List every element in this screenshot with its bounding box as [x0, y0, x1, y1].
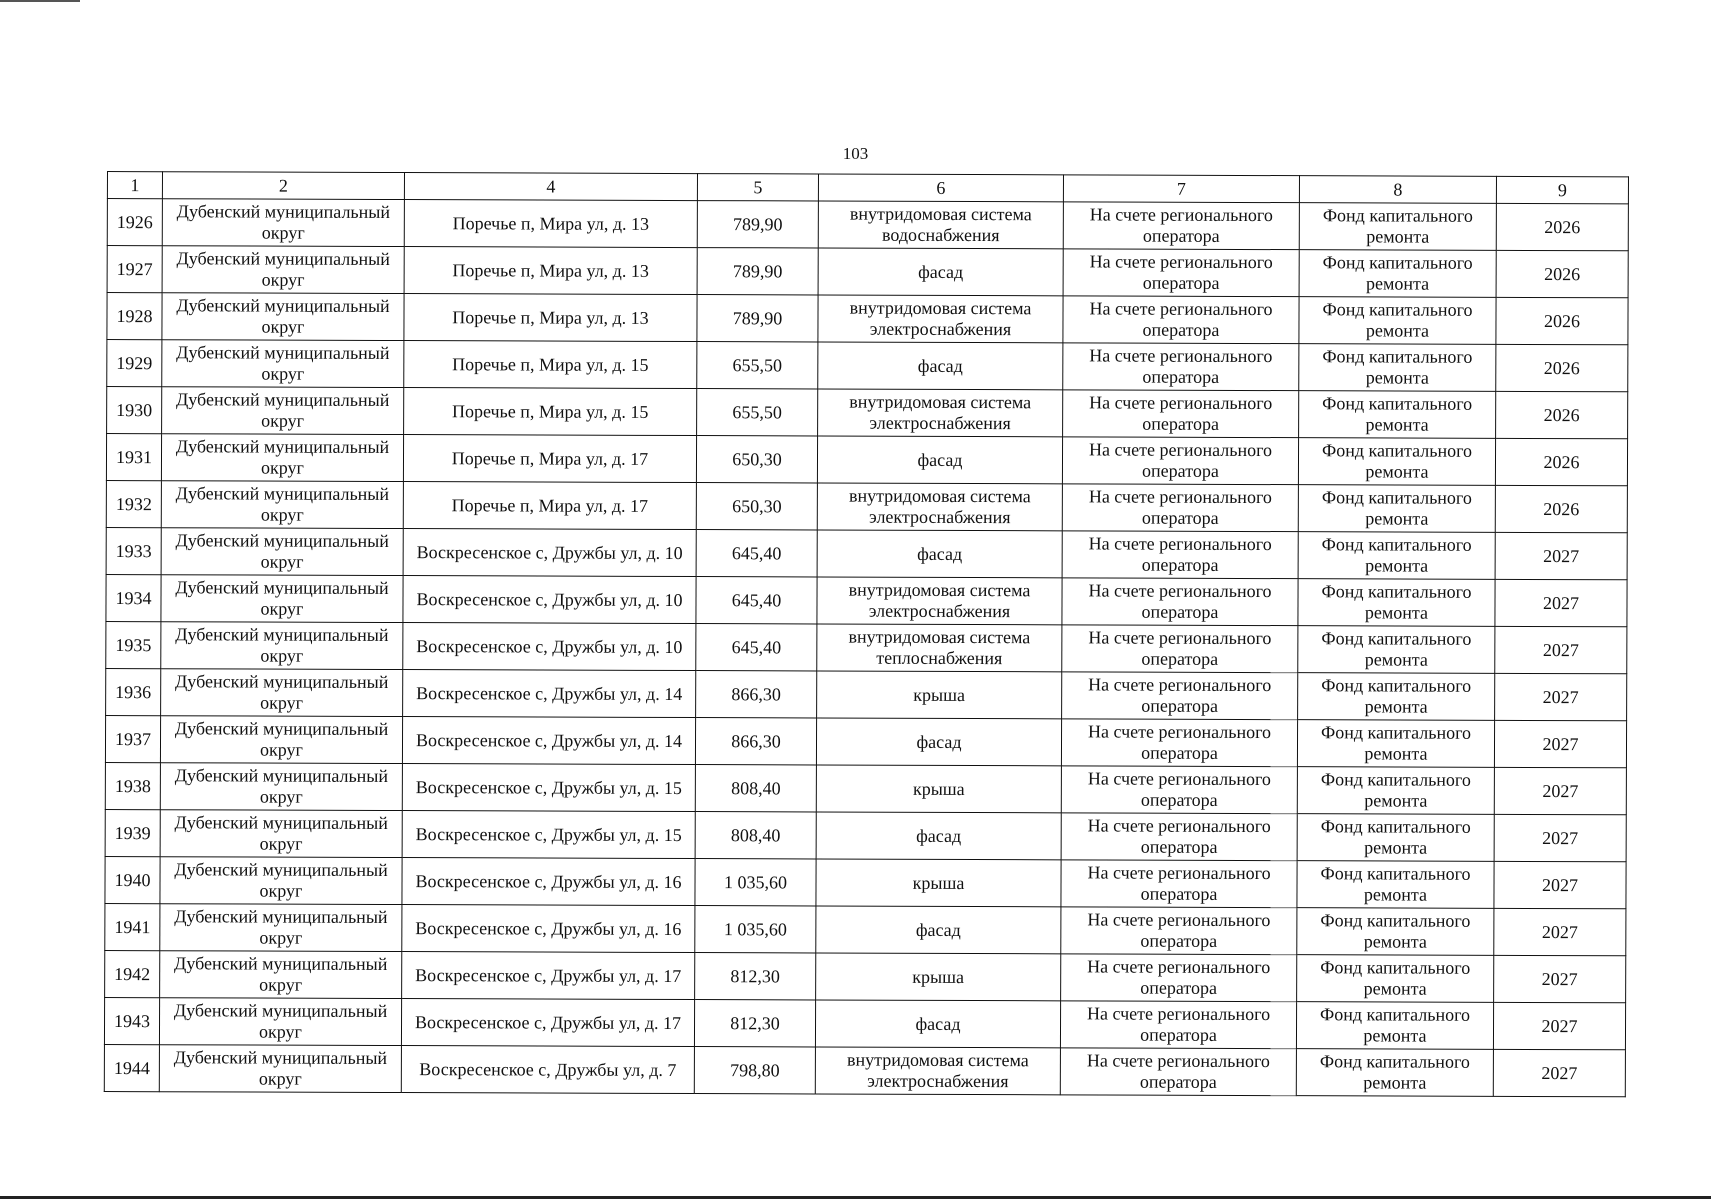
area-cell: 798,80 [694, 1047, 815, 1094]
fund-account-cell: На счете регионального оператора [1061, 954, 1297, 1002]
area-cell: 650,30 [696, 483, 817, 530]
address-cell: Поречье п, Мира ул, д. 13 [404, 294, 697, 342]
row-number-cell: 1935 [106, 621, 161, 668]
table-row [105, 809, 1626, 861]
address-cell: Поречье п, Мира ул, д. 15 [404, 341, 697, 389]
district-cell: Дубенский муниципальный округ [161, 528, 403, 576]
column-header: 5 [697, 174, 818, 201]
district-cell: Дубенский муниципальный округ [159, 1045, 401, 1093]
fund-account-cell: На счете регионального оператора [1061, 766, 1297, 814]
address-cell: Воскресенское с, Дружбы ул, д. 7 [401, 1046, 694, 1094]
work-type-cell: внутридомовая система водоснабжения [818, 201, 1063, 249]
table-row [106, 434, 1627, 486]
table-row [107, 293, 1628, 345]
table-row [106, 668, 1627, 720]
work-type-cell: крыша [817, 671, 1062, 719]
row-number-cell: 1940 [105, 856, 160, 903]
funding-source-cell: Фонд капитального ремонта [1299, 250, 1496, 298]
row-number-cell: 1933 [106, 527, 161, 574]
planned-year-cell: 2026 [1496, 203, 1628, 250]
planned-year-cell: 2027 [1493, 1002, 1625, 1049]
district-cell: Дубенский муниципальный округ [160, 810, 402, 858]
row-number-cell: 1930 [107, 387, 162, 434]
fund-account-cell: На счете регионального оператора [1062, 437, 1298, 485]
funding-source-cell: Фонд капитального ремонта [1299, 391, 1496, 439]
table-row [104, 997, 1625, 1049]
fund-account-cell: На счете регионального оператора [1062, 625, 1298, 673]
area-cell: 812,30 [694, 1000, 815, 1047]
planned-year-cell: 2027 [1494, 955, 1626, 1002]
row-number-cell: 1944 [104, 1044, 159, 1091]
planned-year-cell: 2026 [1496, 297, 1628, 344]
district-cell: Дубенский муниципальный округ [161, 575, 403, 623]
planned-year-cell: 2027 [1493, 1049, 1625, 1096]
table-row [106, 527, 1627, 579]
funding-source-cell: Фонд капитального ремонта [1297, 720, 1494, 768]
table-row [105, 903, 1626, 955]
funding-source-cell: Фонд капитального ремонта [1299, 344, 1496, 392]
work-type-cell: внутридомовая система электроснабжения [817, 577, 1062, 625]
area-cell: 645,40 [696, 577, 817, 624]
area-cell: 812,30 [695, 953, 816, 1000]
row-number-cell: 1926 [107, 199, 162, 246]
district-cell: Дубенский муниципальный округ [162, 387, 404, 435]
area-cell: 789,90 [697, 201, 818, 248]
funding-source-cell: Фонд капитального ремонта [1298, 438, 1495, 486]
address-cell: Поречье п, Мира ул, д. 17 [403, 482, 696, 530]
work-type-cell: фасад [816, 906, 1061, 954]
table-row [107, 387, 1628, 439]
area-cell: 866,30 [695, 718, 816, 765]
row-number-cell: 1941 [105, 903, 160, 950]
work-type-cell: внутридомовая система электроснабжения [818, 389, 1063, 437]
fund-account-cell: На счете регионального оператора [1063, 202, 1299, 250]
table-row [107, 246, 1628, 298]
table-row [106, 574, 1627, 626]
district-cell: Дубенский муниципальный округ [162, 293, 404, 341]
column-header: 7 [1063, 175, 1299, 203]
row-number-cell: 1942 [105, 950, 160, 997]
row-number-cell: 1943 [104, 997, 159, 1044]
address-cell: Воскресенское с, Дружбы ул, д. 16 [402, 905, 695, 953]
funding-source-cell: Фонд капитального ремонта [1298, 579, 1495, 627]
row-number-cell: 1936 [106, 668, 161, 715]
fund-account-cell: На счете регионального оператора [1062, 531, 1298, 579]
address-cell: Поречье п, Мира ул, д. 17 [403, 435, 696, 483]
funding-source-cell: Фонд капитального ремонта [1298, 673, 1495, 721]
work-type-cell: крыша [816, 765, 1061, 813]
row-number-cell: 1928 [107, 293, 162, 340]
fund-account-cell: На счете регионального оператора [1062, 672, 1298, 720]
area-cell: 650,30 [696, 436, 817, 483]
fund-account-cell: На счете регионального оператора [1061, 860, 1297, 908]
funding-source-cell: Фонд капитального ремонта [1299, 297, 1496, 345]
funding-source-cell: Фонд капитального ремонта [1297, 814, 1494, 862]
planned-year-cell: 2027 [1494, 861, 1626, 908]
district-cell: Дубенский муниципальный округ [160, 763, 402, 811]
planned-year-cell: 2026 [1496, 391, 1628, 438]
address-cell: Воскресенское с, Дружбы ул, д. 10 [403, 529, 696, 577]
district-cell: Дубенский муниципальный округ [162, 246, 404, 294]
work-type-cell: крыша [816, 953, 1061, 1001]
planned-year-cell: 2027 [1494, 720, 1626, 767]
planned-year-cell: 2027 [1495, 673, 1627, 720]
district-cell: Дубенский муниципальный округ [160, 857, 402, 905]
fund-account-cell: На счете регионального оператора [1061, 813, 1297, 861]
funding-source-cell: Фонд капитального ремонта [1296, 1049, 1493, 1097]
table-row [105, 715, 1626, 767]
fund-account-cell: На счете регионального оператора [1062, 578, 1298, 626]
district-cell: Дубенский муниципальный округ [160, 716, 402, 764]
funding-source-cell: Фонд капитального ремонта [1297, 955, 1494, 1003]
district-cell: Дубенский муниципальный округ [161, 434, 403, 482]
work-type-cell: фасад [817, 436, 1062, 484]
work-type-cell: внутридомовая система электроснабжения [815, 1047, 1060, 1095]
area-cell: 866,30 [696, 671, 817, 718]
planned-year-cell: 2027 [1494, 908, 1626, 955]
area-cell: 1 035,60 [695, 859, 816, 906]
fund-account-cell: На счете регионального оператора [1061, 907, 1297, 955]
address-cell: Поречье п, Мира ул, д. 13 [404, 200, 697, 248]
funding-source-cell: Фонд капитального ремонта [1298, 485, 1495, 533]
fund-account-cell: На счете регионального оператора [1062, 484, 1298, 532]
district-cell: Дубенский муниципальный округ [161, 481, 403, 529]
fund-account-cell: На счете регионального оператора [1060, 1001, 1296, 1049]
address-cell: Воскресенское с, Дружбы ул, д. 14 [403, 670, 696, 718]
page-number [0, 144, 1711, 164]
district-cell: Дубенский муниципальный округ [161, 622, 403, 670]
row-number-cell: 1931 [106, 434, 161, 481]
planned-year-cell: 2026 [1496, 344, 1628, 391]
work-type-cell: фасад [817, 530, 1062, 578]
row-number-cell: 1927 [107, 246, 162, 293]
table-row [107, 340, 1628, 392]
fund-account-cell: На счете регионального оператора [1063, 296, 1299, 344]
area-cell: 645,40 [696, 530, 817, 577]
district-cell: Дубенский муниципальный округ [160, 951, 402, 999]
fund-account-cell: На счете регионального оператора [1060, 1048, 1296, 1096]
work-type-cell: крыша [816, 859, 1061, 907]
area-cell: 655,50 [697, 389, 818, 436]
area-cell: 808,40 [695, 765, 816, 812]
area-cell: 1 035,60 [695, 906, 816, 953]
register-body [104, 199, 1628, 1097]
fund-account-cell: На счете регионального оператора [1063, 343, 1299, 391]
page-number-text: 103 [842, 144, 869, 163]
fund-account-cell: На счете регионального оператора [1063, 390, 1299, 438]
address-cell: Воскресенское с, Дружбы ул, д. 15 [402, 811, 695, 859]
planned-year-cell: 2027 [1494, 814, 1626, 861]
scan-edge-top [0, 0, 80, 2]
funding-source-cell: Фонд капитального ремонта [1296, 1002, 1493, 1050]
address-cell: Воскресенское с, Дружбы ул, д. 17 [402, 952, 695, 1000]
scan-edge-bottom [0, 1196, 1711, 1199]
planned-year-cell: 2026 [1495, 438, 1627, 485]
address-cell: Поречье п, Мира ул, д. 13 [404, 247, 697, 295]
work-type-cell: фасад [815, 1000, 1060, 1048]
funding-source-cell: Фонд капитального ремонта [1299, 203, 1496, 251]
column-header: 1 [107, 172, 162, 199]
address-cell: Воскресенское с, Дружбы ул, д. 14 [402, 717, 695, 765]
column-header: 2 [162, 172, 404, 200]
row-number-cell: 1929 [107, 340, 162, 387]
planned-year-cell: 2027 [1495, 532, 1627, 579]
row-number-cell: 1934 [106, 574, 161, 621]
work-type-cell: фасад [818, 342, 1063, 390]
address-cell: Воскресенское с, Дружбы ул, д. 10 [403, 623, 696, 671]
table-row [106, 480, 1627, 532]
row-number-cell: 1939 [105, 809, 160, 856]
row-number-cell: 1932 [106, 480, 161, 527]
funding-source-cell: Фонд капитального ремонта [1297, 908, 1494, 956]
row-number-cell: 1937 [105, 715, 160, 762]
planned-year-cell: 2027 [1495, 626, 1627, 673]
funding-source-cell: Фонд капитального ремонта [1297, 767, 1494, 815]
row-number-cell: 1938 [105, 762, 160, 809]
area-cell: 789,90 [697, 248, 818, 295]
address-cell: Воскресенское с, Дружбы ул, д. 10 [403, 576, 696, 624]
fund-account-cell: На счете регионального оператора [1063, 249, 1299, 297]
planned-year-cell: 2026 [1496, 250, 1628, 297]
funding-source-cell: Фонд капитального ремонта [1297, 861, 1494, 909]
work-type-cell: внутридомовая система электроснабжения [818, 295, 1063, 343]
table-row [105, 950, 1626, 1002]
area-cell: 645,40 [696, 624, 817, 671]
area-cell: 655,50 [697, 342, 818, 389]
table-row [106, 621, 1627, 673]
district-cell: Дубенский муниципальный округ [161, 669, 403, 717]
table-row [104, 1044, 1625, 1096]
district-cell: Дубенский муниципальный округ [159, 998, 401, 1046]
funding-source-cell: Фонд капитального ремонта [1298, 532, 1495, 580]
table-row [105, 856, 1626, 908]
work-type-cell: фасад [818, 248, 1063, 296]
planned-year-cell: 2026 [1495, 485, 1627, 532]
district-cell: Дубенский муниципальный округ [160, 904, 402, 952]
table-row [107, 199, 1628, 251]
column-header: 8 [1299, 176, 1496, 204]
table-row [105, 762, 1626, 814]
address-cell: Воскресенское с, Дружбы ул, д. 16 [402, 858, 695, 906]
work-type-cell: фасад [816, 812, 1061, 860]
repair-register-table [104, 171, 1629, 1097]
fund-account-cell: На счете регионального оператора [1061, 719, 1297, 767]
address-cell: Воскресенское с, Дружбы ул, д. 17 [401, 999, 694, 1047]
column-header: 9 [1496, 176, 1628, 203]
work-type-cell: фасад [816, 718, 1061, 766]
planned-year-cell: 2027 [1495, 579, 1627, 626]
work-type-cell: внутридомовая система электроснабжения [817, 483, 1062, 531]
planned-year-cell: 2027 [1494, 767, 1626, 814]
column-header: 4 [404, 173, 697, 201]
column-header: 6 [818, 174, 1063, 202]
area-cell: 789,90 [697, 295, 818, 342]
funding-source-cell: Фонд капитального ремонта [1298, 626, 1495, 674]
area-cell: 808,40 [695, 812, 816, 859]
district-cell: Дубенский муниципальный округ [162, 199, 404, 247]
work-type-cell: внутридомовая система теплоснабжения [817, 624, 1062, 672]
address-cell: Воскресенское с, Дружбы ул, д. 15 [402, 764, 695, 812]
district-cell: Дубенский муниципальный округ [162, 340, 404, 388]
address-cell: Поречье п, Мира ул, д. 15 [404, 388, 697, 436]
